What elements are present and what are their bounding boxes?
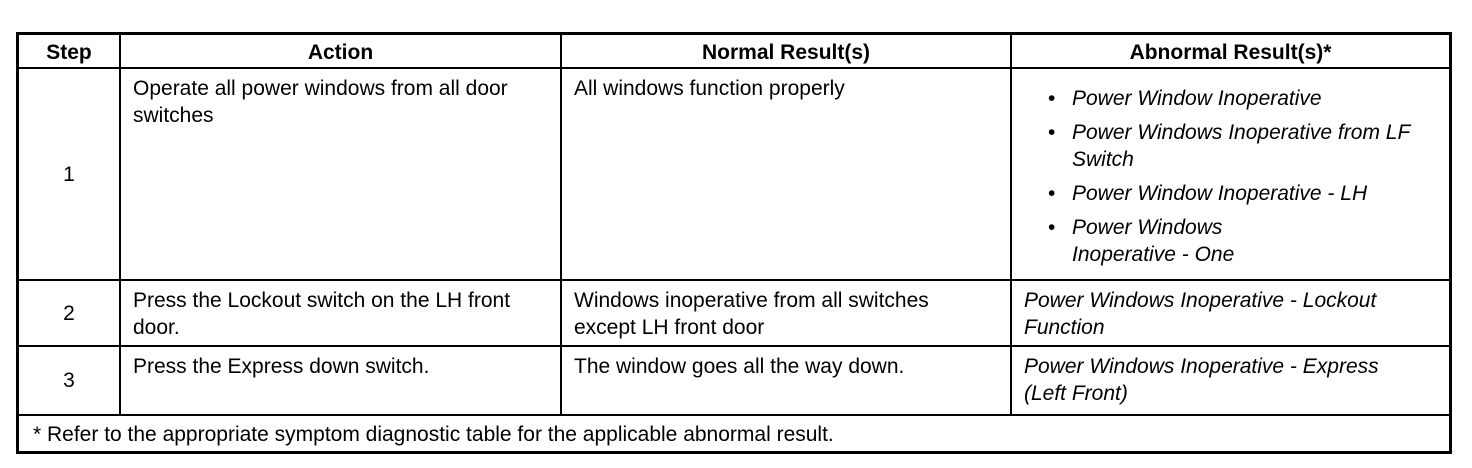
table-row <box>19 346 1449 415</box>
table-row <box>19 68 1449 280</box>
action-cell: Operate all power windows from all door switches <box>120 68 561 280</box>
action-cell: Press the Express down switch. <box>120 346 561 415</box>
list-item: • Power Window Inoperative - LH <box>1072 180 1443 207</box>
header-normal-results: Normal Result(s) <box>561 35 1011 68</box>
normal-result-cell: Windows inoperative from all switches except LH front door <box>561 280 1011 346</box>
footnote: * Refer to the appropriate symptom diagnostic table for the applicable abnormal result. <box>19 415 1449 451</box>
diagnostic-table <box>19 35 1449 451</box>
footnote-row <box>19 415 1449 451</box>
step-number: 2 <box>19 280 120 346</box>
table-header-row <box>19 35 1449 68</box>
action-cell: Press the Lockout switch on the LH front door. <box>120 280 561 346</box>
step-number: 3 <box>19 346 120 415</box>
table-row <box>19 280 1449 346</box>
list-item: • Power Windows Inoperative from LF Switch <box>1072 119 1443 173</box>
step-number: 1 <box>19 68 120 280</box>
header-step: Step <box>19 35 120 68</box>
abnormal-result-cell: Power Windows Inoperative - Express (Left Front) <box>1011 346 1449 415</box>
normal-result-cell: The window goes all the way down. <box>561 346 1011 415</box>
abnormal-result-cell: Power Windows Inoperative - Lockout Function <box>1011 280 1449 346</box>
header-abnormal-results: Abnormal Result(s)* <box>1011 35 1449 68</box>
list-item: • Power Window Inoperative <box>1072 85 1443 112</box>
abnormal-result-list <box>1050 85 1443 268</box>
header-action: Action <box>120 35 561 68</box>
diagnostic-table-container <box>16 32 1452 454</box>
list-item: • Power Windows Inoperative - One <box>1072 214 1282 268</box>
normal-result-cell: All windows function properly <box>561 68 1011 280</box>
abnormal-result-cell <box>1011 68 1449 280</box>
